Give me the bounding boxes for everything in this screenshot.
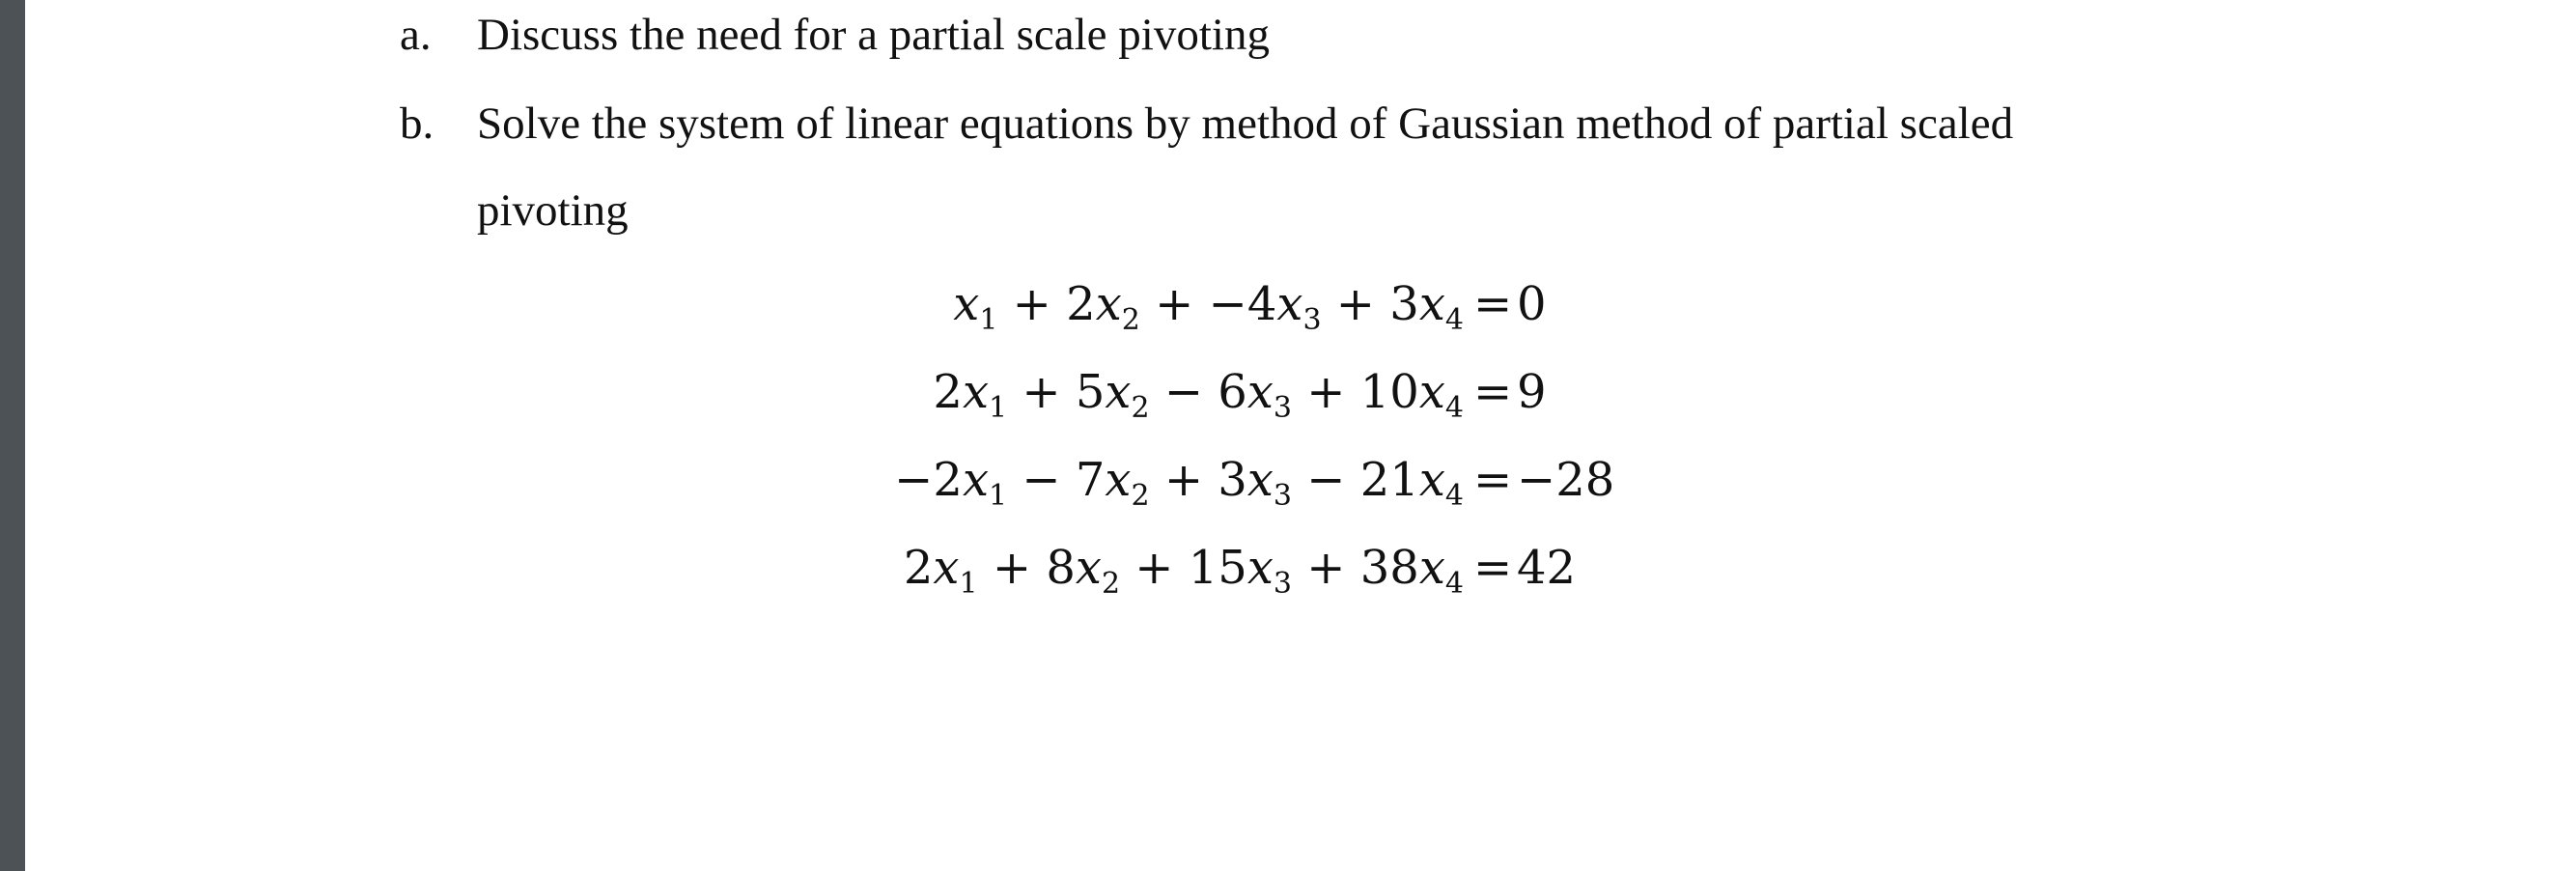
operator: + xyxy=(1292,365,1360,419)
equation-rhs: −28 xyxy=(1517,453,1615,507)
variable: $x_3$ xyxy=(1246,453,1293,513)
variable-subscript: 3 xyxy=(1273,391,1293,425)
coefficient: 38 xyxy=(1359,541,1419,595)
equation-row xyxy=(894,349,1763,436)
coefficient: 2 xyxy=(933,365,963,419)
equation-lhs xyxy=(953,261,1464,349)
variable: $x_4$ xyxy=(1418,277,1464,337)
equation-row xyxy=(894,261,1763,349)
variable-subscript: 1 xyxy=(959,567,978,601)
variable-subscript: 4 xyxy=(1444,303,1464,337)
variable: $x_4$ xyxy=(1418,453,1464,513)
operator: + xyxy=(1007,365,1076,419)
equation-rhs: 0 xyxy=(1517,277,1547,331)
coefficient: 7 xyxy=(1075,453,1106,507)
variable-subscript: 3 xyxy=(1273,479,1293,513)
operator: − xyxy=(1292,453,1360,507)
equation-rhs: 9 xyxy=(1517,365,1547,419)
question-b-text: Solve the system of linear equations by method of Gaussian method of partial scaled xyxy=(477,98,2014,149)
coefficient: 10 xyxy=(1359,365,1419,419)
coefficient: 2 xyxy=(1066,277,1096,331)
equals-sign: = xyxy=(1473,541,1513,595)
equals-sign: = xyxy=(1473,453,1513,507)
coefficient: 8 xyxy=(1046,541,1076,595)
coefficient: −4 xyxy=(1208,277,1277,331)
variable-subscript: 3 xyxy=(1273,567,1293,601)
coefficient: 3 xyxy=(1389,277,1419,331)
variable-subscript: 3 xyxy=(1302,303,1322,337)
equation-row xyxy=(894,524,1763,612)
operator: + xyxy=(1120,541,1189,595)
variable: $x_3$ xyxy=(1276,277,1322,337)
coefficient: 21 xyxy=(1359,453,1419,507)
variable-subscript: 2 xyxy=(1121,303,1140,337)
variable-subscript: 1 xyxy=(979,303,998,337)
variable-subscript: 4 xyxy=(1444,567,1464,601)
question-b-continuation-text: pivoting xyxy=(477,185,629,236)
variable-subscript: 1 xyxy=(989,479,1008,513)
operator: − xyxy=(1007,453,1076,507)
variable: $x_2$ xyxy=(1075,541,1121,601)
variable-subscript: 2 xyxy=(1131,391,1150,425)
variable: $x_3$ xyxy=(1246,541,1293,601)
question-a-marker: a. xyxy=(400,10,432,60)
variable-subscript: 4 xyxy=(1444,479,1464,513)
variable-subscript: 4 xyxy=(1444,391,1464,425)
equals-sign: = xyxy=(1473,365,1513,419)
coefficient: 6 xyxy=(1218,365,1247,419)
variable: $x_1$ xyxy=(962,365,1008,425)
operator: + xyxy=(977,541,1047,595)
document-page xyxy=(25,0,2576,871)
variable: $x_2$ xyxy=(1095,277,1140,337)
equation-rhs: 42 xyxy=(1517,541,1577,595)
coefficient: 5 xyxy=(1075,365,1106,419)
variable-subscript: 2 xyxy=(1101,567,1121,601)
equals-sign: = xyxy=(1473,277,1513,331)
variable: $x_4$ xyxy=(1418,541,1464,601)
operator: + xyxy=(1149,453,1218,507)
question-a-text: Discuss the need for a partial scale pivoting xyxy=(477,10,1270,60)
equation-lhs xyxy=(904,524,1464,612)
coefficient: −2 xyxy=(894,453,963,507)
variable: $x_2$ xyxy=(1105,453,1150,513)
variable: $x_1$ xyxy=(953,277,998,337)
variable: $x_4$ xyxy=(1418,365,1464,425)
coefficient: 3 xyxy=(1218,453,1247,507)
variable-subscript: 2 xyxy=(1131,479,1150,513)
operator: + xyxy=(1139,277,1209,331)
variable: $x_1$ xyxy=(962,453,1008,513)
operator: + xyxy=(1321,277,1390,331)
equation-lhs xyxy=(894,436,1464,524)
equation-system xyxy=(894,261,1763,612)
variable: $x_3$ xyxy=(1246,365,1293,425)
equation-lhs xyxy=(933,349,1464,436)
equation-row xyxy=(894,436,1763,524)
coefficient: 2 xyxy=(903,541,934,595)
window-left-edge xyxy=(0,0,25,871)
variable: $x_2$ xyxy=(1105,365,1150,425)
variable: $x_1$ xyxy=(933,541,978,601)
operator: + xyxy=(1292,541,1360,595)
variable-subscript: 1 xyxy=(989,391,1008,425)
operator: + xyxy=(997,277,1067,331)
operator: − xyxy=(1149,365,1218,419)
coefficient: 15 xyxy=(1188,541,1247,595)
question-b-marker: b. xyxy=(400,98,434,149)
